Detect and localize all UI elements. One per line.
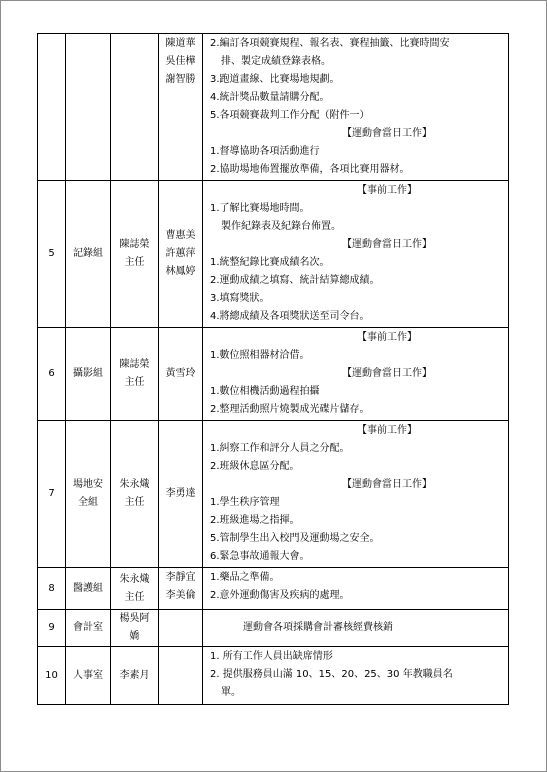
duties-cell	[203, 328, 509, 421]
row-number-cell	[38, 421, 66, 568]
duty-item: 1.數位相機活動過程拍攝	[210, 386, 320, 397]
table-row	[38, 568, 509, 610]
staff-member: 李靜宜	[165, 572, 196, 583]
section-heading: 【運動會當日工作】	[342, 128, 432, 139]
duty-item: 2.班級休息區分配。	[210, 461, 300, 472]
duty-item: 2.整理活動照片燒製成光碟片儲存。	[210, 404, 370, 415]
duty-assignment-table	[37, 33, 509, 705]
group-name-cell	[66, 328, 111, 421]
row-number: 5	[48, 248, 55, 259]
table-row	[38, 34, 509, 181]
staff-member: 謝智勝	[165, 74, 196, 85]
staff-member: 李勇達	[165, 488, 196, 499]
group-leader: 朱永熾	[119, 573, 150, 585]
row-number-cell	[38, 34, 66, 181]
staff-cell	[159, 568, 203, 610]
duty-item: 2.運動成績之填寫、統計結算總成績。	[210, 275, 380, 286]
staff-cell	[159, 328, 203, 421]
section-heading: 【事前工作】	[357, 332, 417, 343]
group-leader-cell	[111, 328, 159, 421]
group-leader-cell	[111, 610, 159, 647]
group-name-cell	[66, 647, 111, 705]
group-name: 全組	[78, 497, 98, 508]
group-leader: 主任	[124, 591, 145, 603]
row-number: 7	[48, 488, 55, 499]
staff-member: 陳道華	[165, 38, 196, 49]
duty-item: 1.統整紀錄比賽成績名次。	[210, 257, 330, 268]
row-number-cell	[38, 610, 66, 647]
duties-cell	[203, 421, 509, 568]
row-number-cell	[38, 568, 66, 610]
row-number-cell	[38, 647, 66, 705]
duty-item: 3.跑道畫線、比賽場地規劃。	[210, 74, 340, 85]
group-leader: 主任	[124, 377, 145, 388]
staff-cell	[159, 610, 203, 647]
group-name: 醫護組	[73, 582, 103, 594]
group-leader: 嬌	[129, 631, 140, 642]
duty-item: 2.意外運動傷害及疾病的處理。	[210, 590, 350, 601]
group-leader-cell	[111, 568, 159, 610]
group-leader-cell	[111, 421, 159, 568]
group-leader: 李素月	[119, 669, 150, 681]
duties-cell	[203, 568, 509, 610]
duty-item: 2.班級進場之指揮。	[210, 515, 300, 526]
group-name: 人事室	[73, 669, 103, 681]
table-row	[38, 647, 509, 705]
row-number: 6	[48, 368, 55, 379]
duty-item: 6.緊急事故通報大會。	[210, 551, 310, 562]
table-row	[38, 181, 509, 328]
group-leader: 楊吳阿	[119, 613, 150, 624]
staff-cell	[159, 647, 203, 705]
group-leader: 主任	[124, 257, 145, 268]
duty-item: 1.督導協助各項活動進行	[210, 146, 320, 157]
group-name: 會計室	[73, 622, 103, 633]
duty-item: 單。	[221, 687, 241, 698]
group-leader: 陳誌榮	[119, 239, 150, 250]
duty-item: 1.了解比賽場地時間。	[210, 203, 310, 214]
group-leader: 朱永熾	[119, 479, 150, 490]
group-leader-cell	[111, 647, 159, 705]
row-number-cell	[38, 328, 66, 421]
duty-item: 4.將總成績及各項獎狀送至司令台。	[210, 311, 370, 322]
section-heading: 【事前工作】	[357, 425, 417, 436]
section-heading: 【運動會當日工作】	[342, 479, 432, 490]
duties-cell	[203, 34, 509, 181]
duty-item: 3.填寫獎狀。	[210, 293, 270, 304]
staff-cell	[159, 181, 203, 328]
duty-item: 1.糾察工作和評分人員之分配。	[210, 443, 350, 454]
section-heading: 【運動會當日工作】	[342, 368, 432, 379]
duty-item: 2.協助場地佈置擺放準備，各項比賽用器材。	[210, 164, 410, 175]
staff-member: 吳佳樺	[165, 56, 196, 67]
staff-member: 李美倫	[165, 590, 196, 601]
duty-item: 2. 提供服務員山滿 10、15、20、25、30 年教職員名	[210, 669, 453, 680]
group-leader: 主任	[124, 497, 145, 508]
staff-cell	[159, 34, 203, 181]
duty-item: 1. 所有工作人員出缺席情形	[210, 651, 333, 662]
staff-cell	[159, 421, 203, 568]
section-heading: 【運動會當日工作】	[342, 239, 432, 250]
duty-item: 運動會各項採購會計審核經費核銷	[243, 622, 393, 633]
table-row	[38, 328, 509, 421]
duty-item: 5.管制學生出入校門及運動場之安全。	[210, 533, 380, 544]
table-row	[38, 421, 509, 568]
row-number: 10	[45, 669, 58, 681]
duty-item: 1.藥品之準備。	[210, 572, 280, 583]
duty-item: 5.各項競賽裁判工作分配（附件一）	[210, 110, 370, 121]
staff-member: 曹惠美	[165, 230, 196, 241]
staff-member: 林鳳婷	[165, 266, 196, 277]
group-name-cell	[66, 181, 111, 328]
duty-item: 4.統計獎品數量請購分配。	[210, 92, 330, 103]
group-name: 場地安	[73, 479, 103, 490]
group-name: 攝影組	[73, 368, 103, 379]
group-name: 記錄組	[73, 248, 103, 259]
group-name-cell	[66, 610, 111, 647]
group-name-cell	[66, 568, 111, 610]
group-leader: 陳誌榮	[119, 359, 150, 370]
group-leader-cell	[111, 34, 159, 181]
duty-item: 排、製定成績登錄表格。	[221, 56, 331, 67]
group-name-cell	[66, 421, 111, 568]
duty-item: 2.編訂各項競賽規程、報名表、賽程抽籤、比賽時間安	[210, 38, 450, 49]
group-name-cell	[66, 34, 111, 181]
duty-item: 1.數位照相器材洽借。	[210, 350, 310, 361]
duties-cell	[203, 610, 509, 647]
row-number: 8	[48, 582, 55, 594]
duty-item: 製作紀錄表及紀錄台佈置。	[221, 221, 341, 232]
duty-item: 1.學生秩序管理	[210, 497, 280, 508]
table-row	[38, 610, 509, 647]
duties-cell	[203, 647, 509, 705]
row-number: 9	[48, 622, 55, 633]
row-number-cell	[38, 181, 66, 328]
staff-member: 許蕙萍	[165, 248, 196, 259]
group-leader-cell	[111, 181, 159, 328]
staff-member: 黃雪玲	[165, 368, 196, 379]
duties-cell	[203, 181, 509, 328]
section-heading: 【事前工作】	[357, 185, 417, 196]
